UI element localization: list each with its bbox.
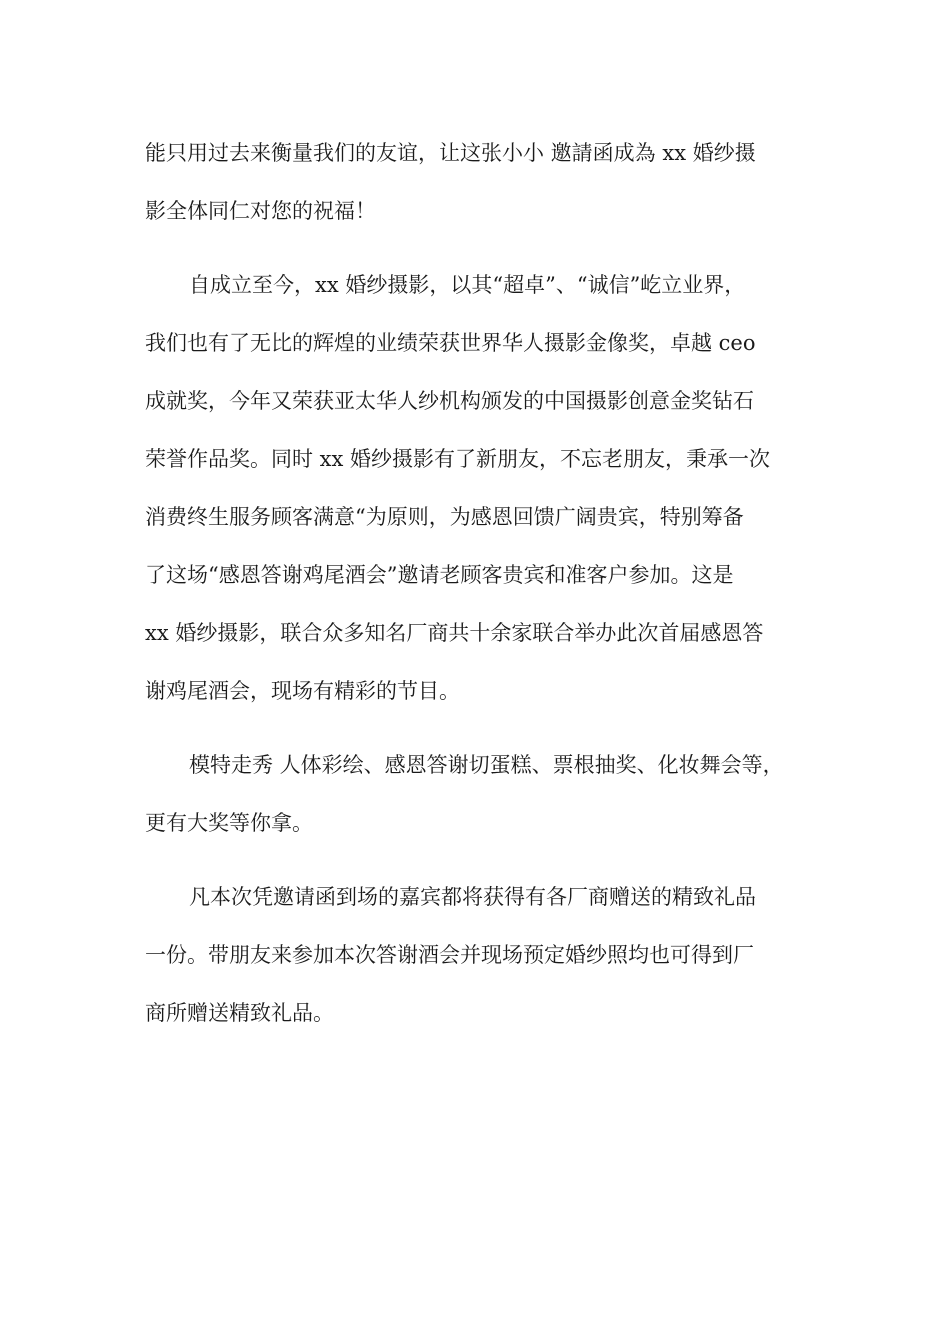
text-line: xx 婚纱摄影，联合众多知名厂商共十余家联合举办此次首届感恩答 [145, 621, 764, 645]
text-line: 谢鸡尾酒会，现场有精彩的节目。 [145, 679, 460, 703]
text-line: 消费终生服务顾客满意“为原则，为感恩回馈广阔贵宾，特别筹备 [145, 505, 744, 529]
text-line: 荣誉作品奖。同时 xx 婚纱摄影有了新朋友，不忘老朋友，秉承一次 [145, 447, 771, 471]
text-line: 成就奖，今年又荣获亚太华人纱机构颁发的中国摄影创意金奖钻石 [145, 389, 754, 413]
text-line: 影全体同仁对您的祝福！ [145, 199, 376, 223]
paragraph-start-line: 凡本次凭邀请函到场的嘉宾都将获得有各厂商赠送的精致礼品 [189, 885, 756, 909]
paragraph-start-line: 模特走秀 人体彩绘、感恩答谢切蛋糕、票根抽奖、化妆舞会等， [189, 753, 784, 777]
text-line: 能只用过去来衡量我们的友谊，让这张小小 邀請函成為 xx 婚纱摄 [145, 141, 756, 165]
document-body [145, 124, 815, 1042]
text-line: 商所赠送精致礼品。 [145, 1001, 334, 1025]
paragraph-start-line: 自成立至今，xx 婚纱摄影，以其“超卓”、“诚信”屹立业界， [189, 273, 746, 297]
text-line: 我们也有了无比的辉煌的业绩荣获世界华人摄影金像奖，卓越 ceo [145, 331, 756, 355]
text-line: 一份。带朋友来参加本次答谢酒会并现场预定婚纱照均也可得到厂 [145, 943, 754, 967]
text-line: 了这场“感恩答谢鸡尾酒会”邀请老顾客贵宾和准客户参加。这是 [145, 563, 734, 587]
text-line: 更有大奖等你拿。 [145, 811, 313, 835]
